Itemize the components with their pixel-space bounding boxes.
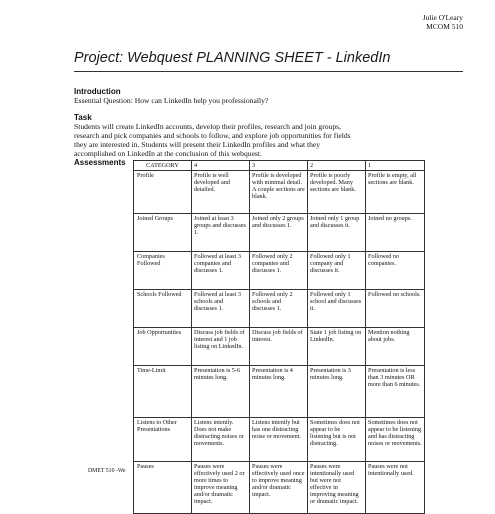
rubric-cell: State 1 job listing on LinkedIn. — [308, 328, 366, 366]
rubric-cell: Mention nothing about jobs. — [366, 328, 425, 366]
rubric-cell: Pauses were effectively used 2 or more times to improve meaning and/or dramatic impact. — [192, 462, 250, 514]
task-line: accomplished on LinkedIn at the conclusion of this webquest. — [74, 149, 262, 158]
rubric-row-schools-followed — [134, 290, 425, 328]
rubric-row-joined-groups — [134, 214, 425, 252]
rubric-category: Profile — [134, 171, 192, 214]
task-section — [74, 113, 469, 158]
rubric-cell: Followed no companies. — [366, 252, 425, 290]
rubric-cell: Listens intently. Does not make distracting noises or movements. — [192, 418, 250, 462]
rubric-category: Schools Followed — [134, 290, 192, 328]
rubric-cell: Sometimes does not appear to be listening but is not distracting. — [308, 418, 366, 462]
rubric-cell: Pauses were effectively used once to improve meaning and/or dramatic impact. — [250, 462, 308, 514]
rubric-table — [133, 160, 425, 514]
task-line: research and pick companies and schools to follow, and explore job opportunities for fields — [74, 131, 351, 140]
rubric-cell: Sometimes does not appear to be listening and has distracting noises or movements. — [366, 418, 425, 462]
rubric-row-listens — [134, 418, 425, 462]
author-name: Julie O'Leary — [422, 13, 463, 22]
rubric-cell: Joined no groups. — [366, 214, 425, 252]
rubric-row-time-limit — [134, 366, 425, 418]
rubric-row-profile — [134, 171, 425, 214]
rubric-cell: Profile is poorly developed. Many sections are blank. — [308, 171, 366, 214]
page-footer: DMET 510 -We — [88, 468, 126, 474]
rubric-cell: Followed at least 3 companies and discusses 1. — [192, 252, 250, 290]
rubric-cell: Profile is well developed and detailed. — [192, 171, 250, 214]
assessments-label: Assessments — [74, 158, 126, 167]
rubric-cell: Presentation is 4 minutes long. — [250, 366, 308, 418]
rubric-cell: Joined at least 3 groups and discusses 1. — [192, 214, 250, 252]
rubric-cell: Followed only 2 companies and discusses 1. — [250, 252, 308, 290]
rubric-header-score: 4 — [192, 161, 250, 171]
rubric-category: Companies Followed — [134, 252, 192, 290]
rubric-category: Joined Groups — [134, 214, 192, 252]
rubric-cell: Presentation is 3 minutes long. — [308, 366, 366, 418]
introduction-section — [74, 87, 469, 105]
task-line: they are interested in. Students will present their LinkedIn profiles and what they — [74, 140, 321, 149]
rubric-cell: Pauses were intentionally used but were not effective in improving meaning or dramatic impact. — [308, 462, 366, 514]
rubric-category: Pauses — [134, 462, 192, 514]
rubric-cell: Followed only 2 schools and discusses 1. — [250, 290, 308, 328]
task-heading: Task — [74, 113, 92, 122]
rubric-header-row — [134, 161, 425, 171]
rubric-cell: Profile is empty, all sections are blank. — [366, 171, 425, 214]
rubric-row-job-opportunities — [134, 328, 425, 366]
rubric-cell: Followed at least 3 schools and discusses 1. — [192, 290, 250, 328]
page-title: Project: Webquest PLANNING SHEET - LinkedIn — [74, 50, 391, 66]
rubric-cell: Profile is developed with minimal detail. A couple sections are blank. — [250, 171, 308, 214]
rubric-cell: Listens intently but has one distracting noise or movement. — [250, 418, 308, 462]
course-code: MCOM 510 — [426, 22, 463, 31]
rubric-header-score: 1 — [366, 161, 425, 171]
rubric-header-score: 2 — [308, 161, 366, 171]
rubric-category: Time-Limit — [134, 366, 192, 418]
rubric-cell: Presentation is 5-6 minutes long. — [192, 366, 250, 418]
rubric-cell: Presentation is less than 3 minutes OR more than 6 minutes. — [366, 366, 425, 418]
rubric-cell: Followed no schools. — [366, 290, 425, 328]
title-divider — [74, 71, 463, 72]
rubric-header-score: 3 — [250, 161, 308, 171]
rubric-category: Listens to Other Presentations — [134, 418, 192, 462]
document-header — [423, 13, 463, 31]
rubric-row-companies-followed — [134, 252, 425, 290]
rubric-cell: Discuss job fields of interest. — [250, 328, 308, 366]
task-line: Students will create LinkedIn accounts, develop their profiles, research and join groups, — [74, 122, 341, 131]
rubric-cell: Followed only 1 school and discusses it. — [308, 290, 366, 328]
rubric-cell: Joined only 1 group and discusses it. — [308, 214, 366, 252]
rubric-cell: Pauses were not intentionally used. — [366, 462, 425, 514]
introduction-heading: Introduction — [74, 87, 121, 96]
rubric-header-category: CATEGORY — [134, 161, 192, 171]
rubric-cell: Followed only 1 company and discusses it. — [308, 252, 366, 290]
rubric-category: Job Opportunities — [134, 328, 192, 366]
rubric-row-pauses — [134, 462, 425, 514]
introduction-text: Essential Question: How can LinkedIn help you professionally? — [74, 96, 269, 105]
rubric-cell: Discuss job fields of interest and 1 job listing on LinkedIn. — [192, 328, 250, 366]
rubric-cell: Joined only 2 groups and discusses 1. — [250, 214, 308, 252]
